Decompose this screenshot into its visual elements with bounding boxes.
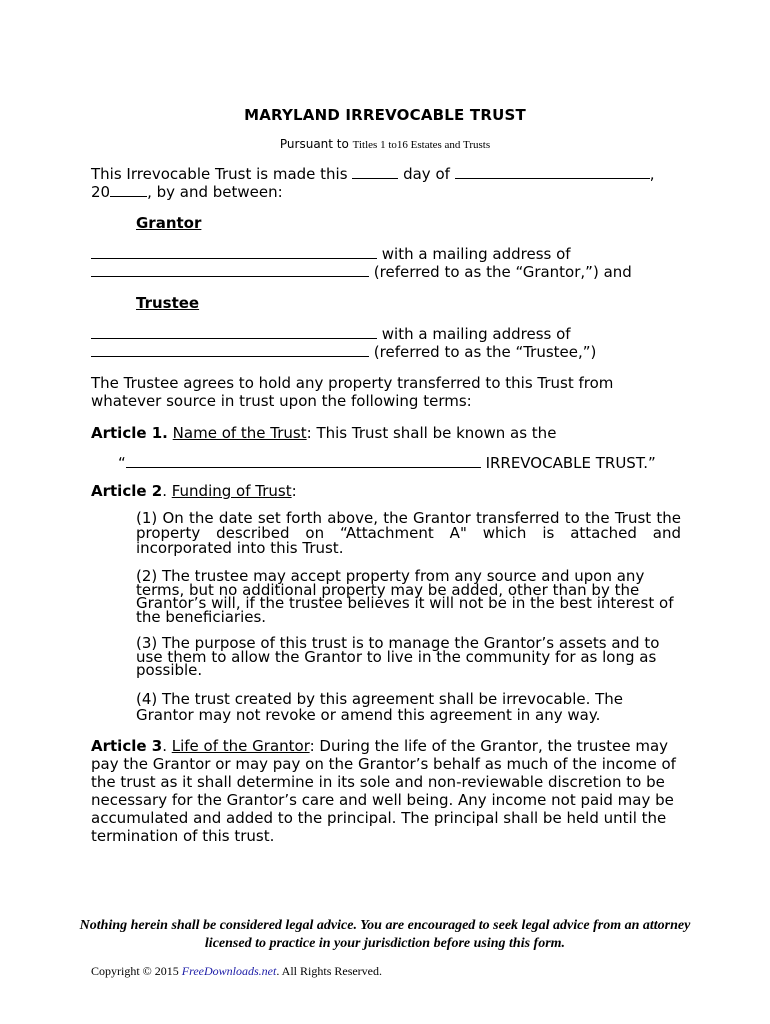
grantor-heading: Grantor	[136, 214, 202, 232]
article-1	[91, 424, 681, 442]
subtitle-prefix: Pursuant to	[279, 137, 349, 151]
trustee-address-blank[interactable]	[91, 343, 369, 357]
trustee-referred-label: (referred to as the “Trustee,”)	[373, 343, 597, 361]
article-2	[91, 482, 681, 500]
copyright-line	[91, 964, 382, 979]
article-3-sep: .	[162, 737, 172, 755]
intro-year-prefix: 20	[91, 183, 111, 201]
subtitle-citation: Titles 1 to16 Estates and Trusts	[352, 139, 491, 151]
trustee-heading-block	[136, 294, 681, 312]
trustee-name-blank[interactable]	[91, 325, 377, 339]
article-3-name: Life of the Grantor	[171, 737, 310, 755]
intro-text-3: , by and between:	[147, 183, 283, 201]
grantor-referred-label: (referred to as the “Grantor,”) and	[373, 263, 632, 281]
article-2-item-1: (1) On the date set forth above, the Grantor transferred to the Trust the property described on “Attachment A" which is attached and incorporated into this Trust.	[136, 509, 681, 557]
article-2-item-3: (3) The purpose of this trust is to manage the Grantor’s assets and to use them to allow the Grantor to live in the community for as long as possible.	[136, 634, 660, 679]
article-2-colon: :	[291, 482, 297, 500]
agreement-paragraph: The Trustee agrees to hold any property transferred to this Trust from whatever source in trust upon the following terms:	[91, 374, 614, 410]
grantor-heading-block	[136, 214, 681, 232]
article-3-label: Article 3	[91, 737, 163, 755]
copyright-prefix: Copyright © 2015	[91, 964, 179, 978]
article-2-name: Funding of Trust	[171, 482, 292, 500]
copyright-suffix: . All Rights Reserved.	[276, 964, 383, 978]
grantor-address-blank[interactable]	[91, 263, 369, 277]
document-subtitle	[0, 137, 770, 151]
trust-name-blank[interactable]	[126, 454, 481, 468]
trust-name-suffix: IRREVOCABLE TRUST.”	[485, 454, 656, 472]
article-3	[91, 737, 681, 845]
legal-disclaimer: Nothing herein shall be considered legal advice. You are encouraged to seek legal advice from an attorney licensed to practice in your jurisdiction before using this form.	[79, 918, 691, 951]
freedownloads-link[interactable]: FreeDownloads.net	[181, 964, 277, 978]
intro-comma: ,	[649, 165, 655, 183]
article-2-item-4: (4) The trust created by this agreement shall be irrevocable. The Grantor may not revoke or amend this agreement in any way.	[136, 690, 624, 724]
article-3-text: : During the life of the Grantor, the trustee may pay the Grantor or may pay on the Grantor’s behalf as much of the income of the trust as it shall determine in its sole and non-reviewable discretion to be necessary for the Grantor’s care and well being. Any income not paid may be accumulated and added to the principal. The principal shall be held until the termination of this trust.	[91, 737, 676, 845]
grantor-block	[91, 245, 681, 281]
month-blank[interactable]	[455, 165, 650, 179]
article-2-label: Article 2	[91, 482, 163, 500]
trustee-address-label: with a mailing address of	[381, 325, 571, 343]
day-blank[interactable]	[352, 165, 398, 179]
article-1-label: Article 1.	[91, 424, 168, 442]
article-1-text: : This Trust shall be known as the	[306, 424, 557, 442]
grantor-address-label: with a mailing address of	[381, 245, 571, 263]
trust-name-line	[118, 454, 678, 472]
grantor-name-blank[interactable]	[91, 245, 377, 259]
intro-paragraph	[91, 165, 681, 201]
intro-text-1: This Irrevocable Trust is made this	[91, 165, 348, 183]
year-blank[interactable]	[110, 183, 147, 197]
intro-text-2: day of	[403, 165, 450, 183]
document-title: MARYLAND IRREVOCABLE TRUST	[244, 106, 526, 124]
article-1-name: Name of the Trust	[172, 424, 307, 442]
trustee-heading: Trustee	[136, 294, 200, 312]
article-2-item-2: (2) The trustee may accept property from any source and upon any terms, but no additional property may be added, other than by the Grantor’s will, if the trustee believes it will not be in the best interest of the beneficiaries.	[136, 567, 674, 626]
trustee-block	[91, 325, 681, 361]
article-2-sep: .	[162, 482, 172, 500]
trust-name-open-quote: “	[118, 454, 126, 472]
